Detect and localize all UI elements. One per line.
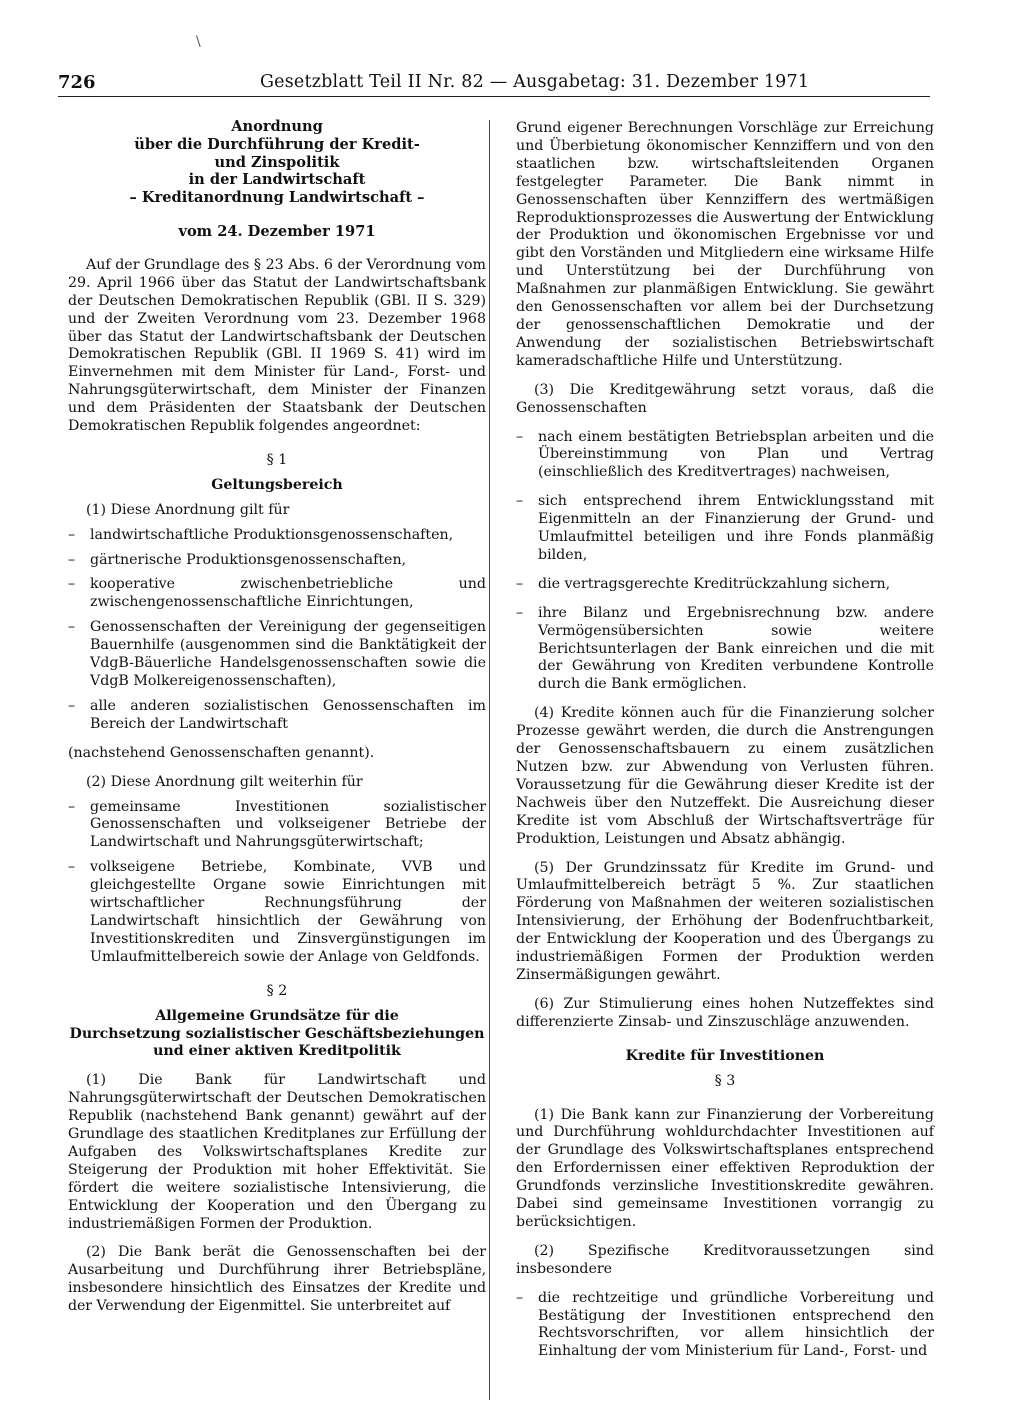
list-item: – landwirtschaftliche Produktionsgenossenschaften, bbox=[68, 527, 486, 545]
list-item: – gemeinsame Investitionen sozialistischer Genossenschaften und volkseigener Betriebe der Landwirtschaft und Nahrungsgüterwirtschaft; bbox=[68, 799, 486, 853]
s2-para2-start: (2) Die Bank berät die Genossenschaften bei der Ausarbeitung und Durchführung ihrer Betriebspläne, insbesondere hinsichtlich des Einsatzes der Kredite und der Verwendung der Eigenmittel. Sie unterbreitet auf bbox=[68, 1244, 486, 1315]
page-header bbox=[58, 66, 930, 97]
ordinance-title bbox=[68, 118, 486, 207]
list-item: – kooperative zwischenbetriebliche und zwischengenossenschaftliche Einrichtungen, bbox=[68, 576, 486, 612]
s2-para4: (4) Kredite können auch für die Finanzierung solcher Prozesse gewährt werden, die durch die Anstrengungen der Genossenschaftsbauern zu einem zusätzlichen Nutzen bzw. zur Abwendung von Verlusten führen. Voraussetzung für die Gewährung dieser Kredite ist der Nachweis über den Nutzeffekt. Die Ausreichung dieser Kredite ist vom Abschluß der Wirtschaftsverträge für Produktion, Leistungen und Absatz abhängig. bbox=[516, 705, 934, 847]
title-line: über die Durchführung der Kredit- bbox=[134, 135, 420, 153]
heading-line: Allgemeine Grundsätze für die bbox=[155, 1007, 399, 1024]
running-title: Gesetzblatt Teil II Nr. 82 — Ausgabetag: 31. Dezember 1971 bbox=[260, 72, 810, 92]
list-item: – gärtnerische Produktionsgenossenschaften, bbox=[68, 552, 486, 570]
list-item: – die vertragsgerechte Kreditrückzahlung sichern, bbox=[516, 576, 934, 594]
section-2-heading bbox=[68, 1008, 486, 1062]
section-2-number: § 2 bbox=[266, 982, 288, 999]
right-column bbox=[516, 120, 934, 1361]
ordinance-date: vom 24. Dezember 1971 bbox=[178, 222, 376, 240]
investment-heading: Kredite für Investitionen bbox=[625, 1047, 825, 1064]
left-column bbox=[68, 118, 486, 1316]
s2-para3-intro: (3) Die Kreditgewährung setzt voraus, daß die Genossenschaften bbox=[516, 381, 934, 416]
stray-mark: \ bbox=[196, 34, 201, 50]
s2-para1: (1) Die Bank für Landwirtschaft und Nahrungsgüterwirtschaft der Deutschen Demokratischen Republik (nachstehend Bank genannt) gewährt auf der Grundlage des staatlichen Kreditplanes zur Erfüllung der Aufgaben des Volkswirtschaftsplanes Kredite zur Steigerung der Produktion mit hoher Effektivität. Sie fördert die weitere sozialistische Intensivierung, die Entwicklung der Kooperation und den Übergang zu industriemäßigen Formen der Produktion. bbox=[68, 1072, 486, 1232]
title-line: in der Landwirtschaft bbox=[188, 171, 366, 189]
preamble: Auf der Grundlage des § 23 Abs. 6 der Verordnung vom 29. April 1966 über das Statut der Landwirtschaftsbank der Deutschen Demokratischen Republik (GBl. II S. 329) und der Zweiten Verordnung vom 23. Dezember 1968 über das Statut der Landwirtschaftsbank der Deutschen Demokratischen Republik (GBl. II 1969 S. 41) wird im Einvernehmen mit dem Minister für Land-, Forst- und Nahrungsgüterwirtschaft, dem Minister der Finanzen und dem Präsidenten der Staatsbank der Deutschen Demokratischen Republik folgendes angeordnet: bbox=[68, 256, 486, 435]
list-item: – ihre Bilanz und Ergebnisrechnung bzw. andere Vermögensübersichten sowie weitere Berichtsunterlagen der Bank einreichen und die mit der Gewährung von Krediten verbundene Kontrolle durch die Bank ermöglichen. bbox=[516, 605, 934, 695]
title-line: Anordnung bbox=[231, 118, 323, 135]
s3-para2-intro: (2) Spezifische Kreditvoraussetzungen sind insbesondere bbox=[516, 1242, 934, 1277]
s2-para5: (5) Der Grundzinssatz für Kredite im Grund- und Umlaufmittelbereich beträgt 5 %. Zur staatlichen Förderung von Maßnahmen der weiteren sozialistischen Intensivierung, der Erhöhung der Bodenfruchtbarkeit, der Entwicklung der Kooperation und des Übergangs zu industriemäßigen Formen der Produktion werden Zinsermäßigungen gewährt. bbox=[516, 859, 934, 983]
section-3-number: § 3 bbox=[714, 1072, 736, 1089]
heading-line: Durchsetzung sozialistischer Geschäftsbeziehungen bbox=[69, 1025, 485, 1042]
list-item: – nach einem bestätigten Betriebsplan arbeiten und die Übereinstimmung von Plan und Vertrag (einschließlich des Kreditvertrages) nachweisen, bbox=[516, 429, 934, 483]
column-divider bbox=[489, 120, 490, 1400]
title-line: und Zinspolitik bbox=[214, 153, 340, 171]
s1-para1-close: (nachstehend Genossenschaften genannt). bbox=[68, 744, 375, 761]
title-line: – Kreditanordnung Landwirtschaft – bbox=[129, 189, 425, 207]
heading-line: und einer aktiven Kreditpolitik bbox=[153, 1043, 401, 1060]
page-number: 726 bbox=[58, 72, 96, 93]
list-item: – sich entsprechend ihrem Entwicklungsstand mit Eigenmitteln an der Finanzierung der Grund- und Umlaufmittel beteiligen und ihre Fonds planmäßig bilden, bbox=[516, 493, 934, 565]
list-item: – volkseigene Betriebe, Kombinate, VVB und gleichgestellte Organe sowie Einrichtungen mit wirtschaftlicher Rechnungsführung der Landwirtschaft hinsichtlich der Gewährung von Investitionskrediten und Zinsvergünstigungen im Umlaufmittelbereich sowie der Anlage von Geldfonds. bbox=[68, 859, 486, 966]
s1-para1-intro: (1) Diese Anordnung gilt für bbox=[86, 501, 290, 518]
list-item: – alle anderen sozialistischen Genossenschaften im Bereich der Landwirtschaft bbox=[68, 698, 486, 734]
s2-para6: (6) Zur Stimulierung eines hohen Nutzeffektes sind differenzierte Zinsab- und Zinszuschläge anzuwenden. bbox=[516, 995, 934, 1030]
s1-para2-intro: (2) Diese Anordnung gilt weiterhin für bbox=[86, 773, 363, 790]
section-1-number: § 1 bbox=[266, 451, 288, 468]
s2-para2-continued: Grund eigener Berechnungen Vorschläge zur Erreichung und Überbietung ökonomischer Kennziffern und von den staatlichen bzw. wirtschaftsleitenden Organen festgelegter Parameter. Die Bank nimmt in Genossenschaften über Kennziffern des wertmäßigen Reproduktionsprozesses die Auswertung der Entwicklung der Produktion und ökonomischen Ergebnisse vor und gibt den Vorständen und Mitgliedern eine wirksame Hilfe und Unterstützung bei der Durchführung von Maßnahmen zur planmäßigen Entwicklung. Sie gewährt den Genossenschaften vor allem bei der Durchsetzung der genossenschaftlichen Demokratie und der Anwendung der sozialistischen Betriebswirtschaft kameradschaftliche Hilfe und Unterstützung. bbox=[516, 120, 934, 369]
section-1-heading: Geltungsbereich bbox=[211, 476, 343, 493]
s3-para1: (1) Die Bank kann zur Finanzierung der Vorbereitung und Durchführung wohldurchdachter Investitionen auf der Grundlage des Volkswirtschaftsplanes entsprechend den Erfordernissen einer effektiven Reproduktion der Grundfonds verzinsliche Investitionskredite gewähren. Dabei sind gemeinsame Investitionen vorrangig zu berücksichtigen. bbox=[516, 1106, 934, 1230]
list-item: – die rechtzeitige und gründliche Vorbereitung und Bestätigung der Investitionen entsprechend den Rechtsvorschriften, vor allem hinsichtlich der Einhaltung der vom Ministerium für Land-, Forst- und bbox=[516, 1290, 934, 1362]
list-item: – Genossenschaften der Vereinigung der gegenseitigen Bauernhilfe (ausgenommen sind die Banktätigkeit der VdgB-Bäuerliche Handelsgenossenschaften sowie die VdgB Molkereigenossenschaften), bbox=[68, 619, 486, 691]
